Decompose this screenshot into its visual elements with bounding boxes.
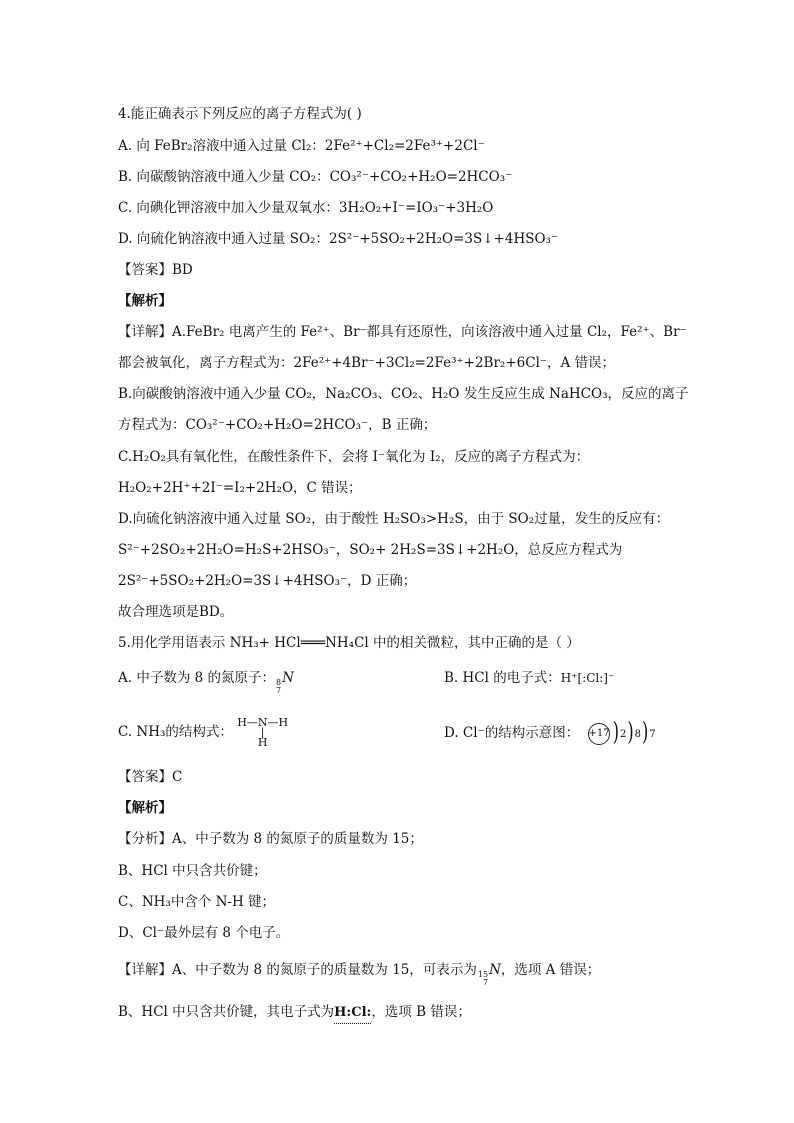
nh3-structural-formula: H—N—H | H	[237, 715, 289, 749]
q5-analysis-line-4: D、Cl⁻最外层有 8 个电子。	[118, 925, 290, 941]
q4-option-b: B. 向碳酸钠溶液中通入少量 CO₂：CO₃²⁻+CO₂+H₂O=2HCO₃⁻	[118, 169, 513, 185]
cl-ion-structure-diagram	[588, 714, 658, 753]
q4-detail-line-2: 都会被氧化，离子方程式为：2Fe²⁺+4Br⁻+3Cl₂=2Fe³⁺+2Br₂+6Cl⁻，A 错误；	[118, 355, 616, 371]
q4-option-d: D. 向硫化钠溶液中通入过量 SO₂：2S²⁻+5SO₂+2H₂O=3S↓+4HSO₃⁻	[118, 231, 559, 247]
q4-detail-line-3: B.向碳酸钠溶液中通入少量 CO₂，Na₂CO₃、CO₂、H₂O 发生反应生成 NaHCO₃，反应的离子	[118, 386, 689, 402]
q5-detail-line-2: B、HCl 中只含共价键，其电子式为H:Cl:，选项 B 错误；	[118, 1002, 471, 1024]
q5-detail-line-1: 【详解】A、中子数为 8 的氮原子的质量数为 15，可表示为 15 7 N，选项 A 错误；	[118, 962, 601, 987]
q5-stem: 5.用化学用语表示 NH₃+ HCl═══NH₄Cl 中的相关微粒，其中正确的是（ ）	[118, 635, 580, 651]
q5-analysis-heading: 【解析】	[118, 800, 172, 816]
q5-answer: 【答案】C	[118, 769, 183, 785]
hcl-electron-formula: H:Cl:	[334, 1003, 371, 1024]
q4-option-c: C. 向碘化钾溶液中加入少量双氧水：3H₂O₂+I⁻=IO₃⁻+3H₂O	[118, 200, 494, 216]
nuclide-symbol: N	[282, 670, 294, 686]
q4-analysis-heading: 【解析】	[118, 293, 172, 309]
q4-detail-line-5: C.H₂O₂具有氧化性，在酸性条件下，会将 I⁻氧化为 I₂，反应的离子方程式为：	[118, 449, 590, 465]
nucleus-circle: +17	[588, 723, 610, 745]
q5-option-a-text: A. 中子数为 8 的氮原子：	[118, 670, 276, 686]
q5-option-b	[444, 668, 614, 688]
nuclide-notation-15: 15 7	[477, 970, 489, 987]
q4-detail-line-6: H₂O₂+2H⁺+2I⁻=I₂+2H₂O，C 错误；	[118, 480, 362, 496]
electron-formula: H⁺[:Cl:]⁻	[560, 671, 615, 685]
q4-detail-line-4: 方程式为：CO₃²⁻+CO₂+H₂O=2HCO₃⁻，B 正确；	[118, 417, 437, 433]
q5-option-c	[118, 714, 288, 750]
q5-analysis-line-3: C、NH₃中含个 N-H 键；	[118, 894, 276, 910]
q5-option-d-text: D. Cl⁻的结构示意图：	[444, 725, 580, 741]
q4-stem: 4.能正确表示下列反应的离子方程式为( )	[118, 106, 362, 122]
q4-detail-line-1: 【详解】A.FeBr₂ 电离产生的 Fe²⁺、Br⁻都具有还原性，向该溶液中通入过量 Cl₂，Fe²⁺、Br⁻	[118, 324, 687, 340]
q5-option-c-text: C. NH₃的结构式：	[118, 724, 233, 740]
q4-conclusion: 故合理选项是BD。	[118, 604, 234, 620]
q5-analysis-line-1: 【分析】A、中子数为 8 的氮原子的质量数为 15；	[118, 831, 423, 847]
electron-shells: )2)8)7	[612, 716, 658, 747]
q4-answer: 【答案】BD	[118, 262, 193, 278]
q4-detail-line-8: S²⁻+2SO₂+2H₂O=H₂S+2HSO₃⁻，SO₂+ 2H₂S=3S↓+2H₂O，总反应方程式为	[118, 542, 623, 558]
q4-detail-line-7: D.向硫化钠溶液中通入过量 SO₂，由于酸性 H₂SO₃>H₂S，由于 SO₂过量，发生的反应有：	[118, 511, 670, 527]
q5-analysis-line-2: B、HCl 中只含共价键；	[118, 863, 267, 879]
q5-option-b-text: B. HCl 的电子式：	[444, 670, 561, 686]
q5-option-d	[444, 714, 658, 753]
q5-option-a	[118, 668, 294, 695]
q4-detail-line-9: 2S²⁻+5SO₂+2H₂O=3S↓+4HSO₃⁻，D 正确；	[118, 573, 417, 589]
q4-option-a: A. 向 FeBr₂溶液中通入过量 Cl₂：2Fe²⁺+Cl₂=2Fe³⁺+2Cl⁻	[118, 138, 485, 154]
nuclide-notation: 8 7	[276, 678, 282, 695]
